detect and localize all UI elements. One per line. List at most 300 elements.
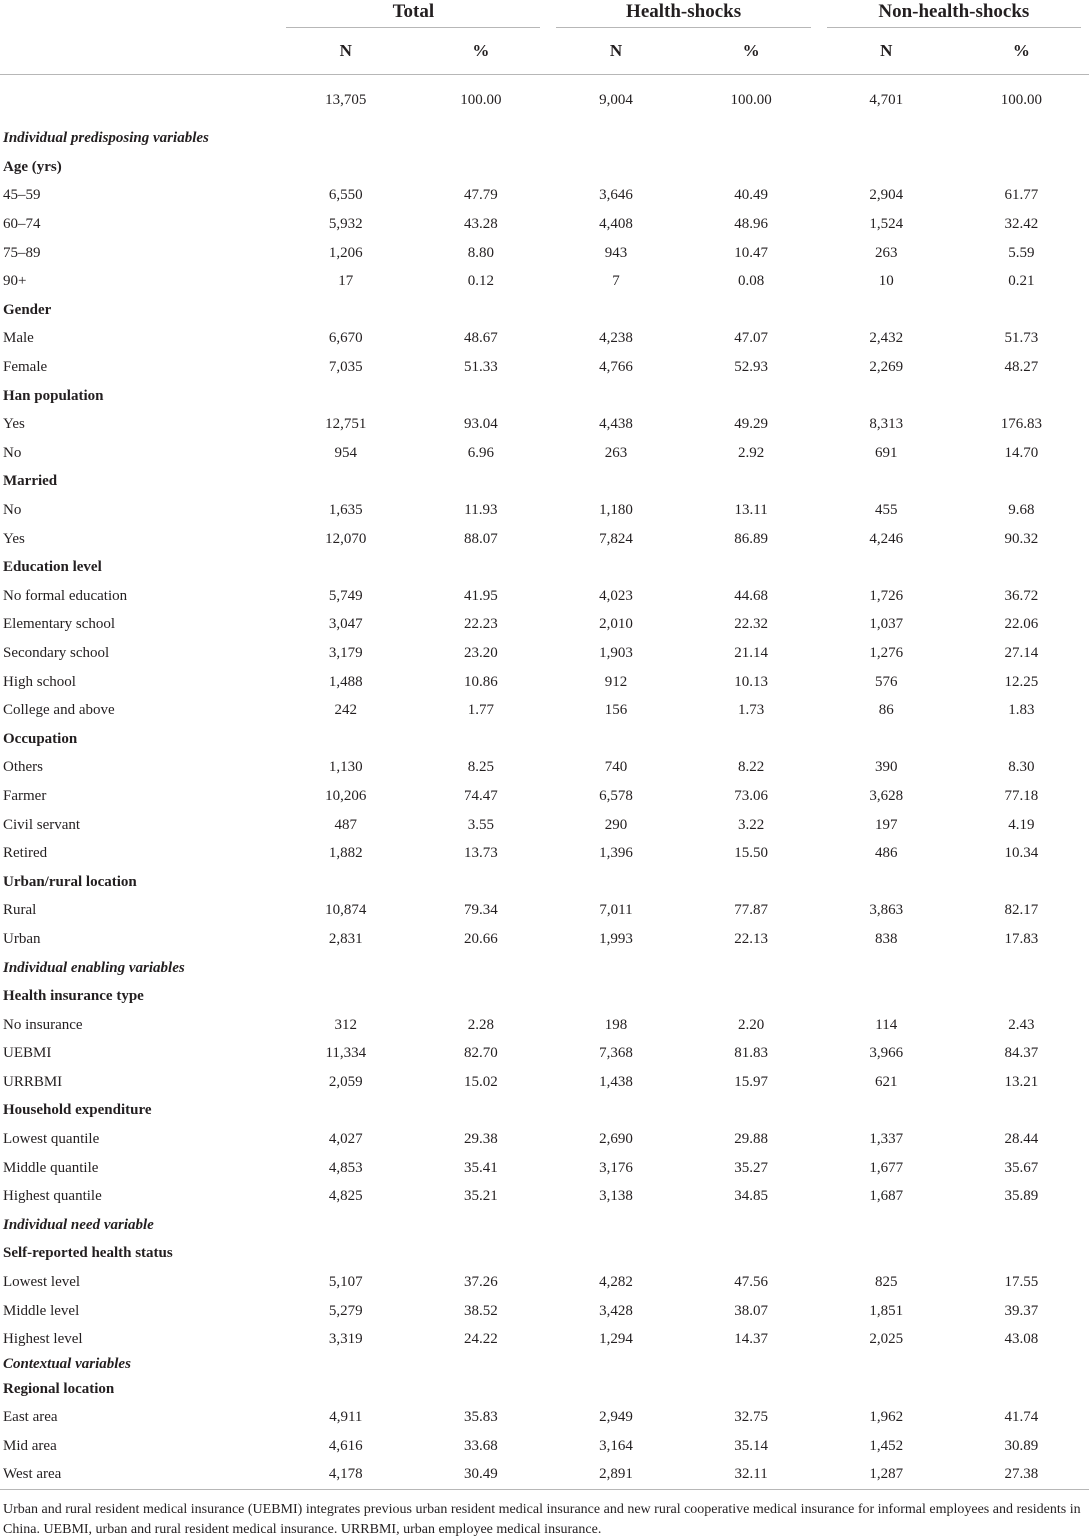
cell-health-pct: 73.06 [734,787,769,804]
cell-nonhealth-n: 825 [875,1274,898,1291]
cell-total-pct: 100.00 [460,92,502,109]
cell-total-pct: 33.68 [464,1438,498,1455]
cell-nonhealth-pct: 39.37 [1004,1302,1039,1319]
row-label: No [3,444,22,461]
cell-health-pct: 52.93 [734,359,769,376]
cell-total-pct: 1.77 [467,702,495,719]
row-label: Highest quantile [3,1188,102,1205]
empty-cell [819,1375,954,1404]
cell-health-pct: 3.22 [738,816,765,833]
cell-health-n: 290 [604,816,628,833]
cell-health-pct: 100.00 [730,92,772,109]
empty-cell [548,553,683,582]
cell-health-pct: 0.08 [738,273,765,290]
row-label: Others [3,759,43,776]
cell-nonhealth-pct: 35.89 [1004,1188,1039,1205]
row-label: No [3,502,22,519]
cell-nonhealth-pct: 36.72 [1004,587,1039,604]
empty-cell [413,1097,548,1126]
cell-total-pct: 3.55 [467,816,495,833]
cell-total-pct: 93.04 [464,416,498,433]
cell-health-n: 4,023 [599,587,633,604]
table-row [0,1040,1089,1069]
cell-total-n: 10,206 [325,787,367,804]
cell-total-n: 1,882 [328,845,363,862]
row-label: 60–74 [3,216,41,233]
cell-health-n: 4,238 [599,330,633,347]
empty-cell [954,954,1089,983]
table-row [0,182,1089,211]
cell-nonhealth-pct: 17.83 [1004,930,1039,947]
cell-total-n: 1,206 [328,244,363,261]
cell-health-pct: 38.07 [734,1302,769,1319]
cell-health-pct: 13.11 [734,502,768,519]
row-label: URRBMI [3,1073,63,1090]
cell-nonhealth-pct: 61.77 [1004,187,1039,204]
empty-cell [684,553,819,582]
empty-cell [413,868,548,897]
section-heading-row [0,1211,1089,1240]
cell-health-n: 4,408 [599,216,633,233]
table-row [0,410,1089,439]
cell-health-pct: 15.97 [734,1073,769,1090]
cell-total-n: 5,107 [328,1274,363,1291]
cell-nonhealth-pct: 27.14 [1004,644,1039,661]
cell-total-n: 3,179 [328,644,363,661]
row-label: Married [3,473,58,490]
cell-health-n: 7,824 [599,530,633,547]
empty-cell [819,553,954,582]
cell-health-n: 1,993 [599,930,633,947]
cell-nonhealth-pct: 13.21 [1004,1073,1039,1090]
row-label: 45–59 [3,187,41,204]
empty-cell [954,1097,1089,1126]
empty-cell [413,725,548,754]
empty-cell [278,382,413,411]
empty-cell [548,153,683,182]
empty-cell [954,382,1089,411]
cell-nonhealth-pct: 8.30 [1008,759,1035,776]
table-row [0,839,1089,868]
cell-health-pct: 47.07 [734,330,769,347]
cell-nonhealth-pct: 84.37 [1004,1045,1039,1062]
row-label: Gender [3,301,52,318]
empty-cell [819,725,954,754]
empty-cell [278,296,413,325]
cell-health-n: 943 [604,244,628,261]
row-label: Middle quantile [3,1159,99,1176]
table-row [0,1125,1089,1154]
empty-cell [819,954,954,983]
cell-health-pct: 1.73 [738,702,765,719]
empty-cell [954,125,1089,154]
row-label: 75–89 [3,244,41,261]
table-row [0,696,1089,725]
empty-cell [413,954,548,983]
row-label: Retired [3,845,48,862]
table-row [0,754,1089,783]
section-heading-row [0,954,1089,983]
cell-total-n: 4,616 [328,1438,363,1455]
cell-health-n: 1,180 [599,502,633,519]
cell-nonhealth-pct: 5.59 [1008,244,1035,261]
cell-total-pct: 8.80 [467,244,495,261]
cell-nonhealth-n: 1,276 [869,644,904,661]
cell-health-pct: 47.56 [734,1274,769,1291]
cell-health-pct: 15.50 [734,845,769,862]
cell-nonhealth-n: 390 [875,759,898,776]
cell-health-n: 740 [604,759,628,776]
empty-cell [819,125,954,154]
empty-cell [278,1240,413,1269]
cell-total-n: 1,130 [328,759,363,776]
cell-health-n: 1,903 [599,644,633,661]
section-heading-row [0,1354,1089,1375]
row-label: No formal education [3,587,128,604]
cell-total-pct: 88.07 [464,530,498,547]
cell-health-n: 3,646 [599,187,633,204]
cell-nonhealth-pct: 48.27 [1004,359,1039,376]
variable-heading-row [0,153,1089,182]
cell-total-pct: 51.33 [464,359,498,376]
cell-total-n: 312 [334,1016,358,1033]
cell-total-pct: 2.28 [467,1016,495,1033]
empty-cell [548,1240,683,1269]
empty-cell [413,468,548,497]
row-label: Farmer [3,787,47,804]
cell-health-pct: 35.27 [734,1159,769,1176]
empty-cell [684,468,819,497]
column-header-total-pct: % [413,28,548,75]
empty-cell [413,153,548,182]
cell-health-pct: 21.14 [734,644,769,661]
cell-total-n: 10,874 [325,902,367,919]
column-header-total-n: N [278,28,413,75]
empty-cell [684,954,819,983]
cell-nonhealth-pct: 176.83 [1000,416,1043,433]
empty-cell [819,1354,954,1375]
cell-health-n: 7,368 [599,1045,633,1062]
row-label: West area [0,1461,278,1490]
cell-total-pct: 0.12 [467,273,495,290]
cell-total-pct: 11.93 [464,502,498,519]
cell-total-n: 4,911 [329,1409,363,1426]
cell-total-pct: 35.41 [464,1159,498,1176]
table-row [0,782,1089,811]
empty-cell [278,153,413,182]
cell-nonhealth-pct: 77.18 [1004,787,1039,804]
cell-total-n: 4,825 [328,1188,363,1205]
empty-cell [684,1375,819,1404]
table-row [0,525,1089,554]
empty-cell [413,125,548,154]
cell-health-pct: 86.89 [734,530,769,547]
variable-heading-row [0,868,1089,897]
empty-cell [819,868,954,897]
row-label: College and above [3,702,115,719]
row-label: 90+ [3,273,27,290]
cell-nonhealth-n: 86 [878,702,894,719]
empty-cell [548,1354,683,1375]
cell-health-n: 7 [612,273,620,290]
empty-cell [413,553,548,582]
empty-cell [684,982,819,1011]
cell-total-pct: 43.28 [464,216,498,233]
cell-health-n: 3,164 [599,1438,633,1455]
cell-nonhealth-n: 3,628 [869,787,904,804]
empty-cell [954,1211,1089,1240]
cell-health-pct: 81.83 [734,1045,769,1062]
row-label: Individual need variable [3,1216,154,1233]
column-header-health-pct: % [684,28,819,75]
empty-cell [548,468,683,497]
variable-heading-row [0,382,1089,411]
cell-health-pct: 40.49 [734,187,769,204]
cell-nonhealth-pct: 28.44 [1004,1131,1039,1148]
empty-cell [413,982,548,1011]
row-label: Lowest level [3,1274,81,1291]
cell-total-n: 5,749 [328,587,363,604]
empty-cell [684,296,819,325]
cell-health-pct: 32.11 [684,1461,819,1490]
cell-total-pct: 48.67 [464,330,498,347]
cell-nonhealth-pct: 90.32 [1004,530,1039,547]
column-header-nonhealth-pct: % [954,28,1089,75]
table-row [0,210,1089,239]
empty-cell [548,125,683,154]
cell-health-n: 3,138 [599,1188,633,1205]
cell-health-n: 9,004 [599,92,633,109]
cell-nonhealth-pct: 9.68 [1008,502,1035,519]
cell-total-pct: 35.21 [464,1188,498,1205]
row-label: Mid area [3,1438,57,1455]
empty-cell [954,725,1089,754]
cell-health-n: 6,578 [599,787,633,804]
table-row [0,811,1089,840]
cell-total-n: 12,070 [325,530,367,547]
cell-nonhealth-pct: 1.83 [1008,702,1035,719]
cell-nonhealth-pct: 41.74 [1004,1409,1039,1426]
row-label: Secondary school [3,644,110,661]
variable-heading-row [0,982,1089,1011]
table-row [0,353,1089,382]
cell-health-n: 263 [604,444,628,461]
cell-total-pct: 38.52 [464,1302,498,1319]
row-label: Han population [3,387,104,404]
row-label: Individual enabling variables [3,959,185,976]
cell-total-n: 13,705 [325,92,367,109]
cell-health-pct: 2.20 [738,1016,765,1033]
row-label: Civil servant [3,816,81,833]
empty-cell [954,1240,1089,1269]
cell-nonhealth-pct: 35.67 [1004,1159,1039,1176]
row-label: Male [3,330,34,347]
cell-health-n: 1,396 [599,845,633,862]
table-row [0,582,1089,611]
cell-nonhealth-n: 1,524 [869,216,904,233]
cell-health-pct: 14.37 [734,1331,769,1348]
cell-total-pct: 79.34 [464,902,498,919]
empty-cell [413,382,548,411]
cell-health-pct: 32.75 [734,1409,769,1426]
cell-total-n: 5,279 [328,1302,363,1319]
table-row [0,1268,1089,1297]
row-label: Middle level [3,1302,80,1319]
column-header-health-n: N [548,28,683,75]
cell-nonhealth-n: 2,025 [869,1331,904,1348]
empty-cell [954,296,1089,325]
cell-nonhealth-n: 1,851 [869,1302,904,1319]
cell-nonhealth-n: 2,432 [869,330,904,347]
cell-nonhealth-pct: 12.25 [1004,673,1039,690]
cell-nonhealth-n: 197 [875,816,898,833]
cell-health-n: 4,438 [599,416,633,433]
cell-health-n: 2,690 [599,1131,633,1148]
empty-cell [278,1375,413,1404]
empty-cell [684,125,819,154]
cell-health-n: 156 [604,702,628,719]
table-row [0,1404,1089,1433]
empty-cell [278,125,413,154]
variable-heading-row [0,1097,1089,1126]
table-row [0,325,1089,354]
cell-total-n: 6,670 [328,330,363,347]
empty-cell [684,868,819,897]
empty-cell [819,1240,954,1269]
cell-nonhealth-n: 1,287 [819,1461,954,1490]
cell-health-n: 1,294 [599,1331,633,1348]
cell-total-n: 11,334 [325,1045,367,1062]
cell-nonhealth-n: 1,677 [869,1159,904,1176]
table-row [0,1154,1089,1183]
group-header-health-shocks: Health-shocks [548,0,818,28]
empty-cell [954,1375,1089,1404]
empty-cell [819,468,954,497]
cell-health-pct: 10.13 [734,673,769,690]
empty-cell [413,1375,548,1404]
table-body [0,75,1089,1490]
cell-nonhealth-n: 486 [875,845,898,862]
cell-health-pct: 77.87 [734,902,769,919]
row-label: Individual predisposing variables [3,130,209,147]
cell-health-n: 1,438 [599,1073,633,1090]
row-label: Rural [3,902,37,919]
section-heading-row [0,125,1089,154]
cell-health-pct: 8.22 [738,759,765,776]
table-row [0,1325,1089,1354]
cell-nonhealth-n: 1,962 [869,1409,904,1426]
row-label: Self-reported health status [3,1245,173,1262]
cell-nonhealth-n: 621 [875,1073,898,1090]
row-label: Age (yrs) [3,158,62,175]
table-row [0,1432,1089,1461]
empty-cell [278,868,413,897]
cell-total-n: 4,027 [328,1131,363,1148]
empty-cell [684,1211,819,1240]
empty-cell [548,982,683,1011]
cell-health-n: 4,282 [599,1274,633,1291]
cell-total-pct: 23.20 [464,644,498,661]
row-label: Regional location [3,1380,115,1397]
empty-cell [684,1240,819,1269]
empty-cell [954,468,1089,497]
cell-nonhealth-n: 8,313 [869,416,904,433]
row-label: UEBMI [3,1045,52,1062]
empty-cell [684,382,819,411]
cell-health-pct: 49.29 [734,416,769,433]
cell-nonhealth-pct: 17.55 [1004,1274,1039,1291]
row-label: Household expenditure [3,1102,152,1119]
cell-total-n: 17 [338,273,354,290]
cell-nonhealth-n: 10 [878,273,894,290]
cell-total-n: 2,059 [328,1073,363,1090]
empty-cell [548,725,683,754]
cell-health-pct: 35.14 [734,1438,769,1455]
cell-nonhealth-n: 455 [875,502,898,519]
row-label: Female [3,359,48,376]
cell-health-n: 912 [604,673,628,690]
cell-nonhealth-pct: 0.21 [1008,273,1035,290]
cell-health-n: 4,766 [599,359,633,376]
cell-total-pct: 6.96 [467,444,495,461]
empty-subheader-cell [0,28,278,75]
cell-total-pct: 22.23 [464,616,498,633]
empty-cell [278,1354,413,1375]
cell-nonhealth-n: 691 [875,444,898,461]
row-label: No insurance [3,1016,83,1033]
table-row [0,925,1089,954]
empty-cell [684,1354,819,1375]
cell-health-pct: 2.92 [738,444,765,461]
empty-cell [278,1211,413,1240]
cell-health-pct: 22.13 [734,930,769,947]
cell-nonhealth-pct: 14.70 [1004,444,1039,461]
cell-nonhealth-n: 1,726 [869,587,904,604]
empty-cell [684,725,819,754]
empty-cell [819,153,954,182]
row-label: East area [3,1409,58,1426]
cell-health-pct: 34.85 [734,1188,769,1205]
empty-cell [278,468,413,497]
cell-nonhealth-pct: 43.08 [1004,1331,1039,1348]
cell-health-n: 2,949 [599,1409,633,1426]
cell-nonhealth-n: 1,452 [869,1438,904,1455]
empty-cell [684,1097,819,1126]
cell-nonhealth-n: 3,863 [869,902,904,919]
table-row [0,1461,1089,1490]
cell-health-pct: 29.88 [734,1131,769,1148]
cell-total-n: 3,047 [328,616,363,633]
row-label [0,75,278,125]
row-label: Urban/rural location [3,873,137,890]
cell-nonhealth-pct: 30.89 [1004,1438,1039,1455]
group-header-total: Total [278,0,548,28]
empty-cell [548,1375,683,1404]
cell-health-n: 7,011 [599,902,633,919]
row-label: Health insurance type [3,988,144,1005]
cell-health-pct: 48.96 [734,216,769,233]
cell-nonhealth-n: 2,904 [869,187,904,204]
empty-cell [548,954,683,983]
row-label: Contextual variables [3,1356,131,1373]
cell-total-n: 1,635 [328,502,363,519]
cell-health-n: 3,428 [599,1302,633,1319]
cell-nonhealth-pct: 51.73 [1004,330,1039,347]
cell-nonhealth-pct: 22.06 [1004,616,1039,633]
row-label: High school [3,673,76,690]
cell-nonhealth-n: 1,337 [869,1131,904,1148]
cell-nonhealth-pct: 82.17 [1004,902,1039,919]
